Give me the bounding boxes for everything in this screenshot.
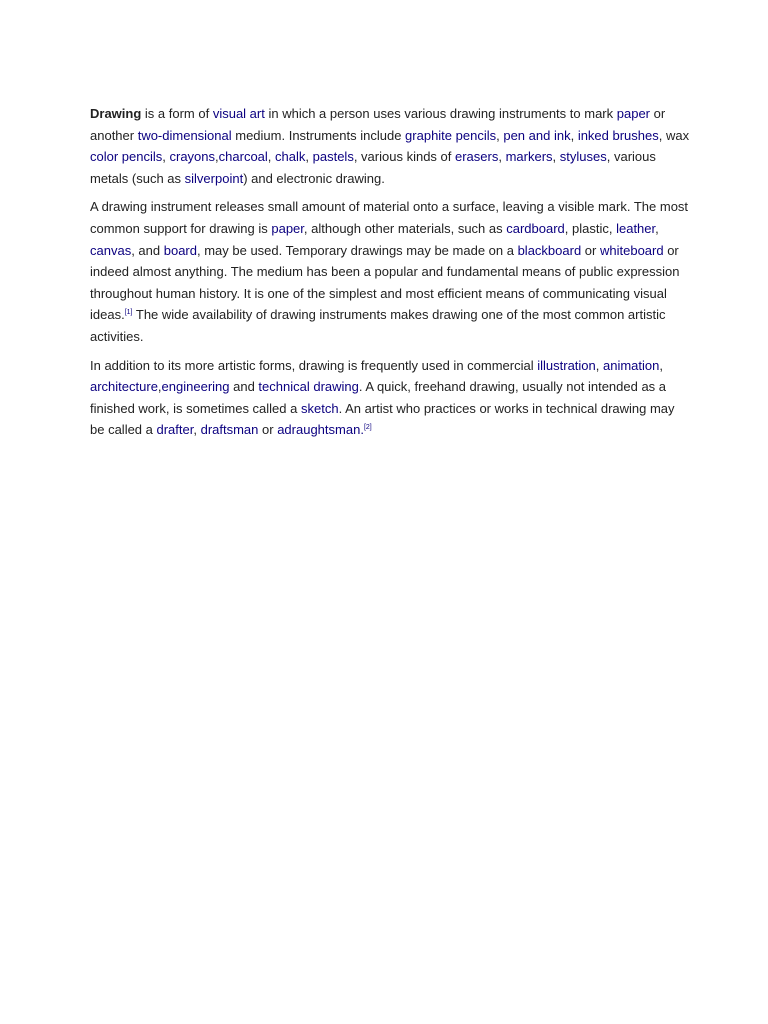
article-link[interactable]: crayons (169, 149, 216, 165)
article-link[interactable]: charcoal (218, 149, 268, 165)
body-text: , (215, 149, 219, 165)
body-text: , (552, 149, 560, 165)
body-text: , various metals (such as (90, 149, 656, 186)
body-text: , (570, 127, 578, 143)
article-link[interactable]: paper (616, 106, 650, 121)
article-link[interactable]: paper (271, 220, 304, 236)
body-text: ) and electronic drawing. (243, 170, 385, 186)
body-text: . A quick, freehand drawing, usually not intended as a finished work, is sometimes called a (90, 379, 667, 416)
body-text: or (581, 242, 600, 258)
paragraph (90, 103, 690, 189)
article-link[interactable]: animation (603, 357, 660, 373)
body-text: A drawing instrument releases small amount of material onto a surface, leaving a visible mark. The most common support for drawing is (90, 199, 689, 236)
body-text: or (258, 422, 278, 438)
article-link[interactable]: sketch (300, 400, 339, 416)
body-text: , although other materials, such as (303, 220, 507, 236)
citation-ref[interactable]: [2] (363, 424, 372, 432)
body-text: , (305, 149, 313, 165)
citation-ref[interactable]: [1] (124, 309, 133, 317)
article-link[interactable]: cardboard (506, 220, 565, 236)
article-link[interactable]: illustration (537, 357, 596, 373)
paragraph (90, 355, 690, 441)
body-text: , (496, 127, 504, 143)
article-link[interactable]: canvas (90, 242, 132, 258)
article-link[interactable]: markers (505, 149, 553, 165)
article-link[interactable]: chalk (275, 149, 306, 165)
body-text: or another (90, 106, 666, 143)
article-link[interactable]: blackboard (517, 242, 582, 258)
body-text: . An artist who practices or works in technical drawing may be called a (90, 400, 675, 438)
article-link[interactable]: drafter (156, 422, 194, 438)
paragraph (90, 196, 690, 347)
article-link[interactable]: pen and ink (503, 127, 571, 143)
article-link[interactable]: graphite pencils (405, 127, 497, 143)
article-link[interactable]: board (163, 242, 197, 258)
article-link[interactable]: engineering (161, 379, 230, 395)
body-text: , (267, 149, 276, 165)
body-text: , (659, 357, 663, 373)
body-text: In addition to its more artistic forms, drawing is frequently used in commercial (90, 357, 538, 373)
article-link[interactable]: erasers (454, 149, 499, 165)
article-link[interactable]: whiteboard (599, 242, 664, 258)
article-link[interactable]: silverpoint (184, 170, 244, 186)
body-text: , wax (658, 127, 690, 143)
body-text: , (655, 220, 659, 236)
body-text: , various kinds of (353, 149, 455, 165)
article-link[interactable]: draftsman (200, 422, 259, 438)
body-text: , (157, 379, 162, 395)
article-link[interactable]: pastels (312, 149, 354, 165)
body-text: in which a person uses various drawing instruments to mark (264, 106, 617, 121)
body-text: , plastic, (564, 220, 617, 236)
article-link[interactable]: visual art (212, 106, 265, 121)
article-term: Drawing (90, 106, 142, 121)
body-text: medium. Instruments include (231, 127, 406, 143)
body-text: The wide availability of drawing instruments makes drawing one of the most common artistic activities. (90, 307, 666, 344)
body-text: , (162, 149, 170, 165)
article-link[interactable]: leather (616, 220, 656, 236)
article-link[interactable]: two-dimensional (137, 127, 232, 143)
article-link[interactable]: architecture (90, 379, 158, 395)
article-link[interactable]: adraughtsman. (277, 422, 364, 438)
body-text: is a form of (141, 106, 213, 121)
article-body (90, 103, 690, 448)
body-text: and (229, 379, 259, 395)
body-text: , (498, 149, 506, 165)
body-text: , and (131, 242, 164, 258)
article-link[interactable]: styluses (559, 149, 607, 165)
article-link[interactable]: technical drawing (258, 379, 359, 395)
body-text: , (595, 357, 603, 373)
body-text: , (193, 422, 201, 438)
body-text: or indeed almost anything. The medium has been a popular and fundamental means of public expression throughout human history. It is one of the simplest and most efficient means of communicating visual ideas. (90, 242, 680, 323)
article-link[interactable]: inked brushes (577, 127, 659, 143)
article-link[interactable]: color pencils (90, 149, 163, 165)
body-text: , may be used. Temporary drawings may be made on a (196, 242, 518, 258)
